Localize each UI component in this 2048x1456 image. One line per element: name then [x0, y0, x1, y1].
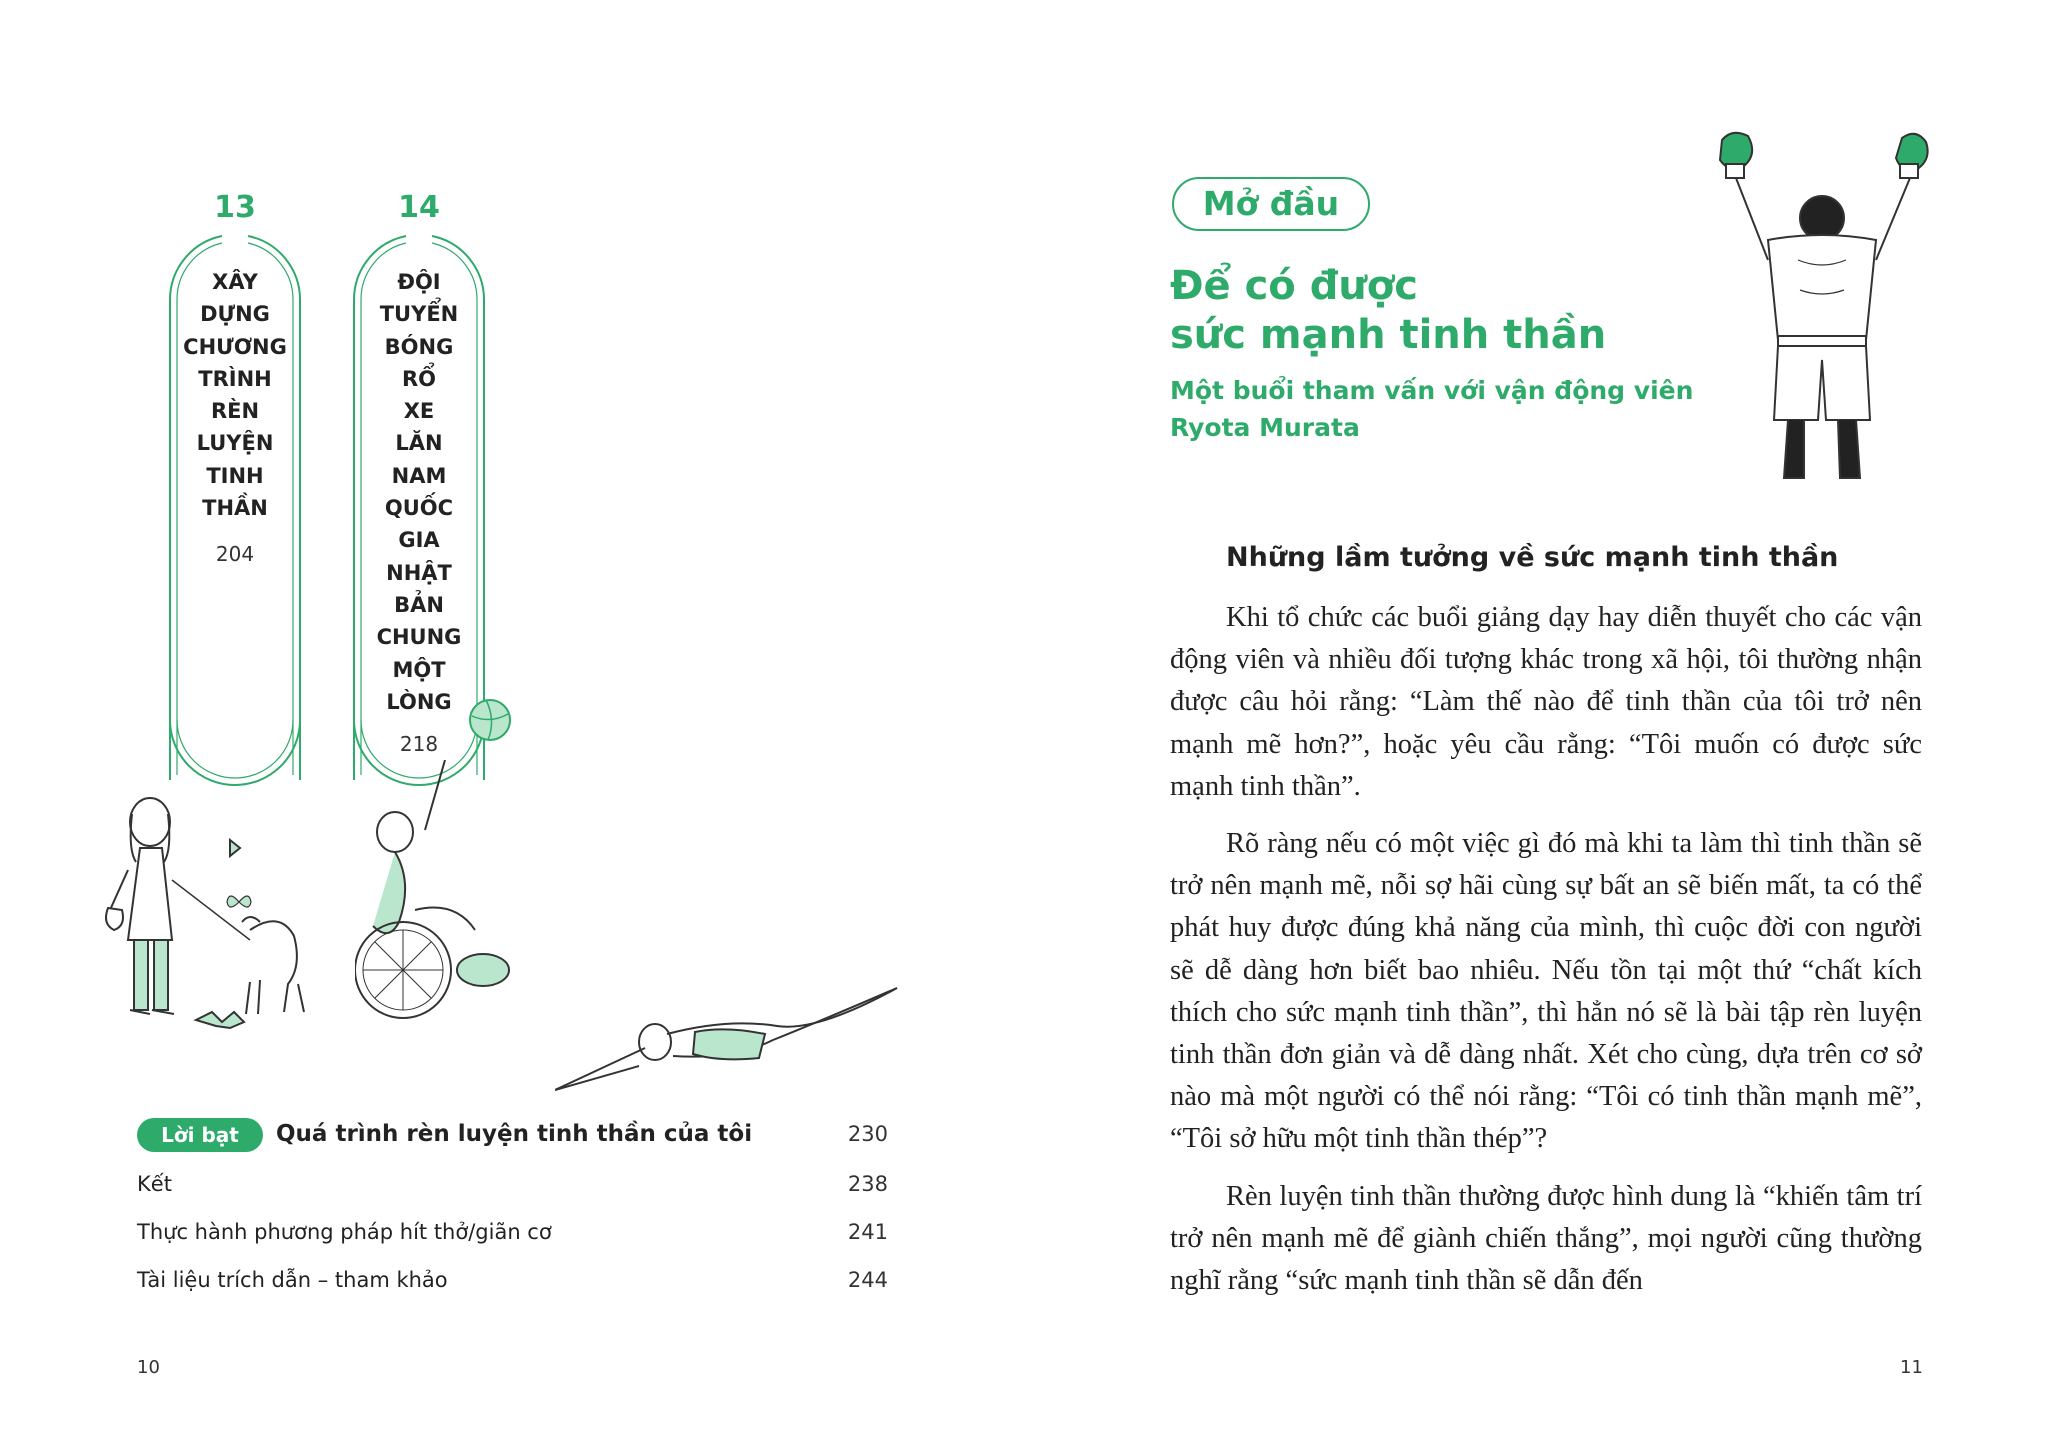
boxer-victory-icon: [1708, 130, 1938, 480]
chapter-title-line: TINH: [206, 463, 264, 488]
chapter-title-line: DỰNG: [200, 302, 270, 327]
toc-entry-page: 238: [847, 1172, 888, 1196]
chapter-title: [344, 266, 494, 718]
afterword-title[interactable]: Quá trình rèn luyện tinh thần của tôi: [276, 1121, 753, 1147]
chapter-title: [160, 266, 310, 524]
chapter-title-line: LĂN: [395, 431, 443, 456]
toc-entry-page: 244: [847, 1268, 888, 1292]
chapter-title: [1170, 262, 1606, 360]
chapter-title-line: XE: [403, 399, 435, 424]
basketball-icon: [466, 696, 514, 744]
swimmer-icon: [555, 970, 905, 1100]
body-paragraph: Khi tổ chức các buổi giảng dạy hay diễn thuyết cho các vận động viên và nhiều đối tượng khác trong xã hội, tôi thường nhận được câu hỏi rằng: “Làm thế nào để tinh thần của tôi trở nên mạnh mẽ hơn?”, hoặc yêu cầu rằng: “Tôi muốn có được sức mạnh tinh thần”.: [1170, 602, 1922, 802]
chapter-title-line: CHƯƠNG: [183, 334, 287, 359]
subtitle-line: Một buổi tham vấn với vận động viên: [1170, 376, 1694, 405]
afterword-page: 230: [847, 1122, 888, 1146]
section-label: Mở đầu: [1172, 177, 1370, 231]
chapter-title-line: NAM: [391, 463, 447, 488]
page-number-right: 11: [1900, 1357, 1923, 1378]
chapter-title-line: BÓNG: [384, 334, 454, 359]
toc-entry[interactable]: Kết: [137, 1172, 172, 1196]
chapter-number: 14: [398, 190, 440, 225]
chapter-title-line: CHUNG: [376, 625, 462, 650]
toc-entry[interactable]: Tài liệu trích dẫn – tham khảo: [137, 1268, 448, 1292]
chapter-title-line: Để có được: [1170, 263, 1418, 309]
chapter-title-line: TRÌNH: [198, 366, 272, 391]
wheelchair-basketball-player-icon: [355, 760, 525, 1040]
chapter-title-line: QUỐC: [384, 496, 454, 521]
chapter-title-line: RÈN: [210, 399, 260, 424]
woman-walking-dog-icon: [100, 790, 350, 1050]
body-paragraph: Rõ ràng nếu có một việc gì đó mà khi ta làm thì tinh thần sẽ trở nên mạnh mẽ, nỗi sợ hãi cùng sự bất an sẽ biến mất, ta có thể phát huy được đúng khả năng của mình, thì cuộc đời con người sẽ dễ dàng hơn biết bao nhiêu. Nếu tồn tại một thứ “chất kích thích cho sức mạnh tinh thần”, thì hẳn nó sẽ là bài tập rèn luyện tinh thần đơn giản và dễ dàng nhất. Xét cho cùng, dựa trên cơ sở nào mà một người có thể nói rằng: “Tôi có tinh thần mạnh mẽ”, “Tôi sở hữu một tinh thần thép”?: [1170, 828, 1922, 1155]
chapter-number: 13: [214, 190, 256, 225]
afterword-tag: Lời bạt: [137, 1118, 263, 1152]
chapter-title-line: LUYỆN: [196, 431, 274, 456]
chapter-13-capsule: [160, 190, 310, 790]
chapter-page: 204: [215, 542, 255, 566]
body-paragraph: Rèn luyện tinh thần thường được hình dung là “khiến tâm trí trở nên mạnh mẽ để giành chiến thắng”, mọi người cũng thường nghĩ rằng “sức mạnh tinh thần sẽ dẫn đến: [1170, 1181, 1922, 1297]
chapter-title-line: TUYỂN: [379, 302, 459, 327]
page-number-left: 10: [137, 1357, 160, 1378]
chapter-page: 218: [399, 732, 439, 756]
toc-entry[interactable]: Thực hành phương pháp hít thở/giãn cơ: [137, 1220, 552, 1244]
chapter-title-line: MỘT: [392, 657, 446, 682]
chapter-title-line: LÒNG: [386, 689, 452, 714]
subtitle-line: Ryota Murata: [1170, 413, 1360, 442]
chapter-title-line: BẢN: [394, 592, 444, 617]
section-heading: Những lầm tưởng về sức mạnh tinh thần: [1226, 542, 1839, 573]
chapter-title-line: THẦN: [202, 496, 268, 521]
chapter-title-line: sức mạnh tinh thần: [1170, 312, 1607, 358]
toc-entry-page: 241: [847, 1220, 888, 1244]
chapter-title-line: XÂY: [212, 270, 258, 294]
chapter-title-line: RỔ: [401, 366, 437, 391]
chapter-title-line: ĐỘI: [397, 270, 441, 294]
chapter-subtitle: [1170, 372, 1693, 446]
chapter-title-line: NHẬT: [386, 560, 452, 585]
chapter-title-line: GIA: [398, 528, 440, 553]
butterfly-icon: [226, 892, 252, 912]
